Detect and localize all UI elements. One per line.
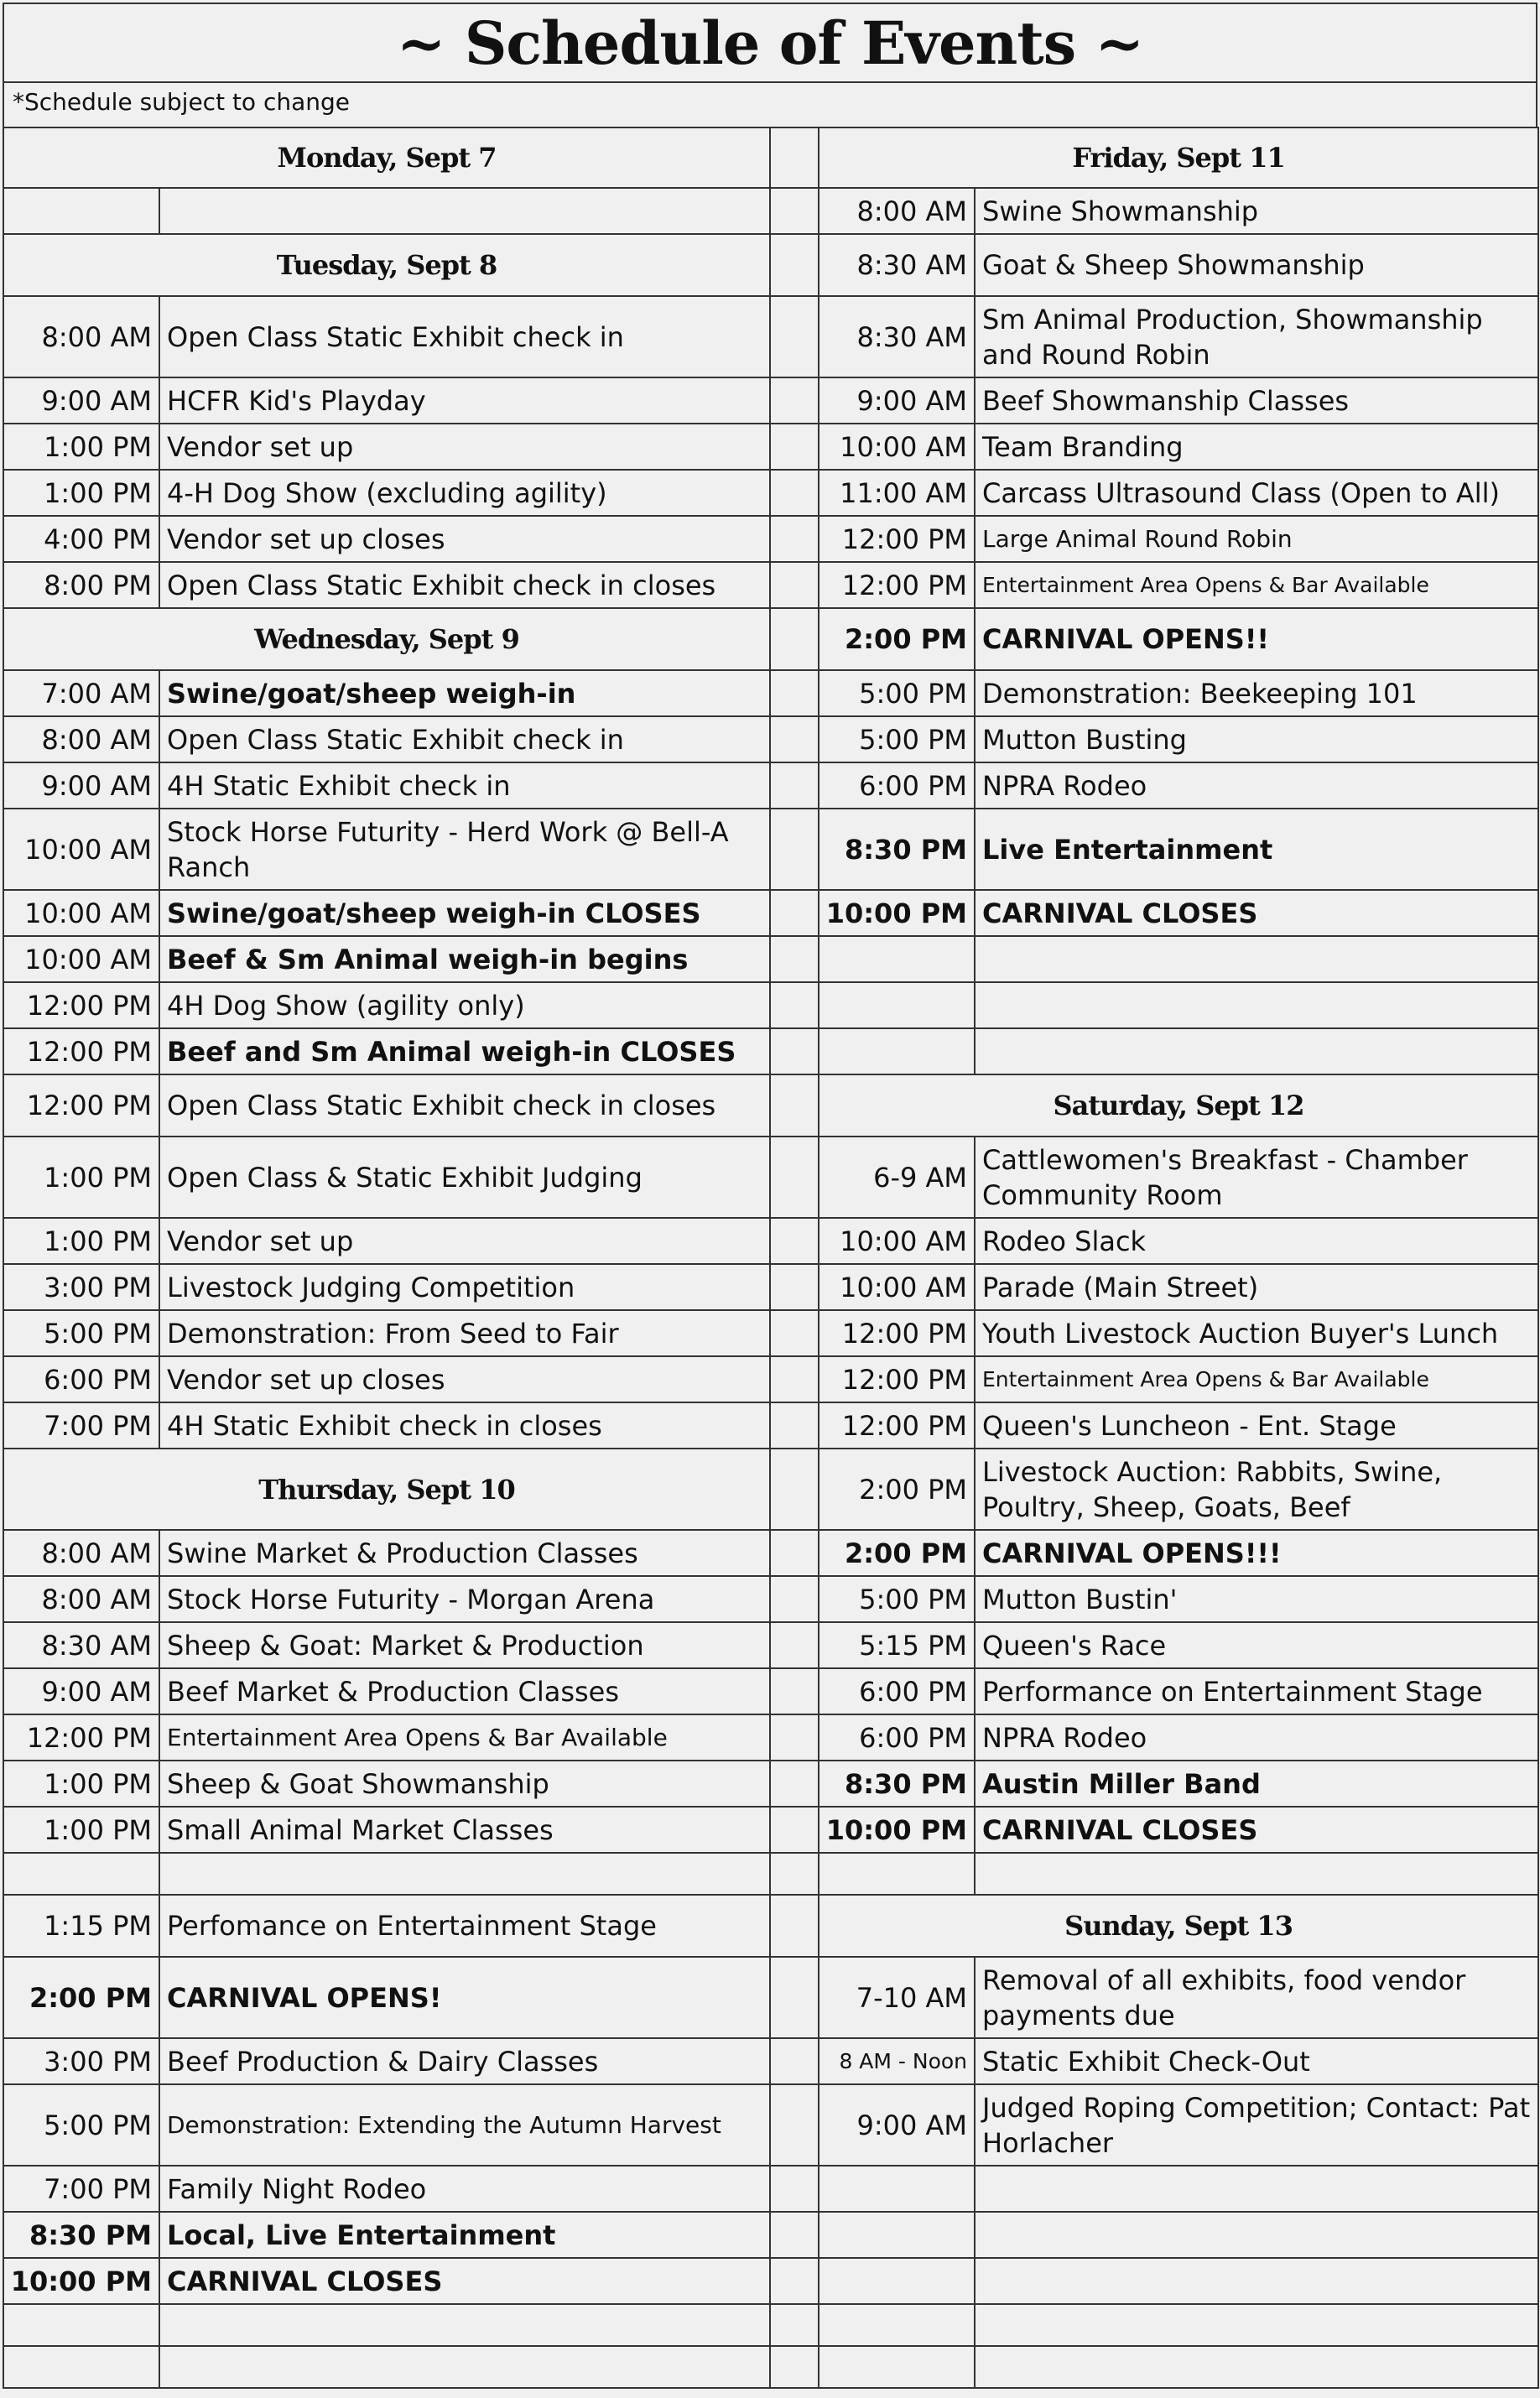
schedule-row xyxy=(3,1576,1538,1622)
empty-cell xyxy=(819,2258,975,2304)
column-gap xyxy=(770,1356,819,1402)
empty-cell xyxy=(819,2304,975,2346)
event-time-right: 10:00 AM xyxy=(819,1218,975,1264)
schedule-row xyxy=(3,1356,1538,1402)
column-gap xyxy=(770,296,819,377)
event-name-right: Parade (Main Street) xyxy=(975,1264,1538,1310)
event-name-left: Swine Market & Production Classes xyxy=(159,1530,770,1576)
schedule-row xyxy=(3,1137,1538,1218)
event-time-left: 8:00 PM xyxy=(3,562,159,608)
column-gap xyxy=(770,2258,819,2304)
schedule-row xyxy=(3,470,1538,516)
column-gap xyxy=(770,1264,819,1310)
schedule-row xyxy=(3,1449,1538,1530)
schedule-row xyxy=(3,1714,1538,1761)
event-time-right: 6-9 AM xyxy=(819,1137,975,1218)
column-gap xyxy=(770,982,819,1028)
event-time-right: 12:00 PM xyxy=(819,1356,975,1402)
event-time-left: 8:00 AM xyxy=(3,296,159,377)
day-heading-right: Saturday, Sept 12 xyxy=(819,1074,1538,1137)
event-time-left: 3:00 PM xyxy=(3,2038,159,2084)
event-time-left: 3:00 PM xyxy=(3,1264,159,1310)
event-time-left: 1:00 PM xyxy=(3,424,159,470)
schedule-row xyxy=(3,1074,1538,1137)
schedule-row xyxy=(3,516,1538,562)
empty-cell xyxy=(819,936,975,982)
schedule-row xyxy=(3,1028,1538,1074)
schedule-row xyxy=(3,1668,1538,1714)
schedule-row xyxy=(3,670,1538,716)
schedule-row xyxy=(3,1761,1538,1807)
event-time-left: 1:00 PM xyxy=(3,1137,159,1218)
empty-cell xyxy=(3,188,159,234)
event-name-right: Livestock Auction: Rabbits, Swine, Poultry, Sheep, Goats, Beef xyxy=(975,1449,1538,1530)
column-gap xyxy=(770,1668,819,1714)
event-time-right: 5:00 PM xyxy=(819,1576,975,1622)
event-name-left: Stock Horse Futurity - Herd Work @ Bell-A Ranch xyxy=(159,809,770,890)
event-name-left: 4H Static Exhibit check in xyxy=(159,762,770,809)
empty-cell xyxy=(975,1853,1538,1895)
schedule-row xyxy=(3,1530,1538,1576)
event-name-left: Sheep & Goat Showmanship xyxy=(159,1761,770,1807)
event-name-right: Live Entertainment xyxy=(975,809,1538,890)
event-time-right: 10:00 AM xyxy=(819,424,975,470)
event-name-right: Cattlewomen's Breakfast - Chamber Community Room xyxy=(975,1137,1538,1218)
column-gap xyxy=(770,188,819,234)
schedule-note: *Schedule subject to change xyxy=(3,83,1537,127)
column-gap xyxy=(770,2084,819,2166)
event-name-right: Sm Animal Production, Showmanship and Round Robin xyxy=(975,296,1538,377)
schedule-row xyxy=(3,2166,1538,2212)
column-gap xyxy=(770,1895,819,1957)
schedule-row xyxy=(3,809,1538,890)
event-name-right: Carcass Ultrasound Class (Open to All) xyxy=(975,470,1538,516)
column-gap xyxy=(770,809,819,890)
column-gap xyxy=(770,1622,819,1668)
column-gap xyxy=(770,1449,819,1530)
empty-cell xyxy=(819,2166,975,2212)
event-name-right: Entertainment Area Opens & Bar Available xyxy=(975,1356,1538,1402)
event-name-left: Small Animal Market Classes xyxy=(159,1807,770,1853)
event-time-right: 5:00 PM xyxy=(819,716,975,762)
column-gap xyxy=(770,2212,819,2258)
schedule-row xyxy=(3,234,1538,296)
event-name-left: Open Class Static Exhibit check in closes xyxy=(159,562,770,608)
event-time-left: 5:00 PM xyxy=(3,2084,159,2166)
schedule-rows xyxy=(3,127,1538,2388)
event-time-right: 10:00 PM xyxy=(819,1807,975,1853)
event-name-right: Judged Roping Competition; Contact: Pat Horlacher xyxy=(975,2084,1538,2166)
event-name-right: Large Animal Round Robin xyxy=(975,516,1538,562)
empty-cell xyxy=(975,936,1538,982)
event-name-right: Removal of all exhibits, food vendor payments due xyxy=(975,1957,1538,2038)
event-time-right: 12:00 PM xyxy=(819,562,975,608)
column-gap xyxy=(770,1530,819,1576)
column-gap xyxy=(770,1714,819,1761)
event-name-left: Vendor set up xyxy=(159,424,770,470)
event-name-right: Mutton Busting xyxy=(975,716,1538,762)
empty-cell xyxy=(819,982,975,1028)
column-gap xyxy=(770,234,819,296)
event-time-left: 1:00 PM xyxy=(3,1807,159,1853)
column-gap xyxy=(770,516,819,562)
event-time-left: 10:00 AM xyxy=(3,936,159,982)
schedule-row xyxy=(3,562,1538,608)
empty-cell xyxy=(975,982,1538,1028)
event-time-right: 8 AM - Noon xyxy=(819,2038,975,2084)
event-time-right: 8:30 AM xyxy=(819,234,975,296)
event-time-left: 7:00 AM xyxy=(3,670,159,716)
event-time-left: 10:00 PM xyxy=(3,2258,159,2304)
event-name-right: CARNIVAL CLOSES xyxy=(975,1807,1538,1853)
column-gap xyxy=(770,562,819,608)
event-name-left: Beef Market & Production Classes xyxy=(159,1668,770,1714)
empty-cell xyxy=(159,2346,770,2388)
event-time-left: 8:30 PM xyxy=(3,2212,159,2258)
event-name-left: Perfomance on Entertainment Stage xyxy=(159,1895,770,1957)
empty-cell xyxy=(159,1853,770,1895)
schedule-row xyxy=(3,2038,1538,2084)
event-time-right: 8:00 AM xyxy=(819,188,975,234)
event-time-left: 8:00 AM xyxy=(3,1530,159,1576)
event-time-left: 10:00 AM xyxy=(3,890,159,936)
column-gap xyxy=(770,1853,819,1895)
event-name-right: Performance on Entertainment Stage xyxy=(975,1668,1538,1714)
page-title: ~ Schedule of Events ~ xyxy=(3,3,1537,83)
event-name-right: Rodeo Slack xyxy=(975,1218,1538,1264)
column-gap xyxy=(770,1028,819,1074)
event-name-left: Swine/goat/sheep weigh-in CLOSES xyxy=(159,890,770,936)
event-name-right: CARNIVAL OPENS!! xyxy=(975,608,1538,670)
event-name-left: Open Class Static Exhibit check in closes xyxy=(159,1074,770,1137)
event-name-left: Stock Horse Futurity - Morgan Arena xyxy=(159,1576,770,1622)
event-name-left: Vendor set up closes xyxy=(159,516,770,562)
schedule-row xyxy=(3,296,1538,377)
schedule-row xyxy=(3,377,1538,424)
event-time-left: 7:00 PM xyxy=(3,2166,159,2212)
event-name-left: 4H Static Exhibit check in closes xyxy=(159,1402,770,1449)
day-heading-left: Monday, Sept 7 xyxy=(3,127,770,188)
schedule-row xyxy=(3,188,1538,234)
empty-cell xyxy=(3,2346,159,2388)
event-time-right: 8:30 PM xyxy=(819,1761,975,1807)
schedule-row xyxy=(3,2304,1538,2346)
event-name-left: Demonstration: From Seed to Fair xyxy=(159,1310,770,1356)
event-time-right: 5:15 PM xyxy=(819,1622,975,1668)
event-time-right: 10:00 PM xyxy=(819,890,975,936)
schedule-row xyxy=(3,2212,1538,2258)
event-time-right: 7-10 AM xyxy=(819,1957,975,2038)
event-name-right: Team Branding xyxy=(975,424,1538,470)
event-name-left: Beef & Sm Animal weigh-in begins xyxy=(159,936,770,982)
event-name-right: Youth Livestock Auction Buyer's Lunch xyxy=(975,1310,1538,1356)
empty-cell xyxy=(819,2212,975,2258)
event-name-right: Queen's Race xyxy=(975,1622,1538,1668)
event-time-left: 8:00 AM xyxy=(3,716,159,762)
day-heading-right: Friday, Sept 11 xyxy=(819,127,1538,188)
column-gap xyxy=(770,1807,819,1853)
column-gap xyxy=(770,1218,819,1264)
event-name-left: Beef and Sm Animal weigh-in CLOSES xyxy=(159,1028,770,1074)
event-time-right: 2:00 PM xyxy=(819,1530,975,1576)
event-time-right: 5:00 PM xyxy=(819,670,975,716)
empty-cell xyxy=(819,1028,975,1074)
event-name-right: Goat & Sheep Showmanship xyxy=(975,234,1538,296)
event-time-left: 1:00 PM xyxy=(3,470,159,516)
empty-cell xyxy=(3,2304,159,2346)
event-name-left: HCFR Kid's Playday xyxy=(159,377,770,424)
event-time-left: 7:00 PM xyxy=(3,1402,159,1449)
event-name-right: CARNIVAL CLOSES xyxy=(975,890,1538,936)
schedule-row xyxy=(3,1622,1538,1668)
column-gap xyxy=(770,2166,819,2212)
schedule-row xyxy=(3,127,1538,188)
schedule-row xyxy=(3,716,1538,762)
event-name-left: Local, Live Entertainment xyxy=(159,2212,770,2258)
event-name-left: Vendor set up xyxy=(159,1218,770,1264)
schedule-row xyxy=(3,1957,1538,2038)
event-name-left: Open Class Static Exhibit check in xyxy=(159,296,770,377)
empty-cell xyxy=(159,188,770,234)
event-time-left: 4:00 PM xyxy=(3,516,159,562)
empty-cell xyxy=(975,2304,1538,2346)
event-time-left: 1:00 PM xyxy=(3,1218,159,1264)
schedule-row xyxy=(3,2346,1538,2388)
event-name-right: Demonstration: Beekeeping 101 xyxy=(975,670,1538,716)
event-name-right: NPRA Rodeo xyxy=(975,762,1538,809)
empty-cell xyxy=(975,1028,1538,1074)
schedule-row xyxy=(3,1402,1538,1449)
schedule-row xyxy=(3,936,1538,982)
day-heading-left: Thursday, Sept 10 xyxy=(3,1449,770,1530)
schedule-row xyxy=(3,1807,1538,1853)
empty-cell xyxy=(159,2304,770,2346)
event-time-right: 9:00 AM xyxy=(819,2084,975,2166)
event-name-right: Austin Miller Band xyxy=(975,1761,1538,1807)
event-time-right: 2:00 PM xyxy=(819,1449,975,1530)
column-gap xyxy=(770,1310,819,1356)
schedule-row xyxy=(3,982,1538,1028)
empty-cell xyxy=(975,2212,1538,2258)
column-gap xyxy=(770,2346,819,2388)
event-time-right: 8:30 PM xyxy=(819,809,975,890)
event-name-left: CARNIVAL CLOSES xyxy=(159,2258,770,2304)
empty-cell xyxy=(975,2258,1538,2304)
empty-cell xyxy=(819,2346,975,2388)
day-heading-right: Sunday, Sept 13 xyxy=(819,1895,1538,1957)
event-time-left: 9:00 AM xyxy=(3,1668,159,1714)
event-time-left: 12:00 PM xyxy=(3,982,159,1028)
column-gap xyxy=(770,1761,819,1807)
empty-cell xyxy=(3,1853,159,1895)
event-time-left: 1:15 PM xyxy=(3,1895,159,1957)
event-time-right: 6:00 PM xyxy=(819,1714,975,1761)
schedule-row xyxy=(3,762,1538,809)
column-gap xyxy=(770,716,819,762)
event-time-left: 8:00 AM xyxy=(3,1576,159,1622)
column-gap xyxy=(770,424,819,470)
schedule-row xyxy=(3,608,1538,670)
column-gap xyxy=(770,1576,819,1622)
event-time-right: 10:00 AM xyxy=(819,1264,975,1310)
event-time-right: 8:30 AM xyxy=(819,296,975,377)
column-gap xyxy=(770,377,819,424)
schedule-row xyxy=(3,2258,1538,2304)
event-name-right: Queen's Luncheon - Ent. Stage xyxy=(975,1402,1538,1449)
event-name-left: Family Night Rodeo xyxy=(159,2166,770,2212)
column-gap xyxy=(770,762,819,809)
event-name-right: Mutton Bustin' xyxy=(975,1576,1538,1622)
event-name-left: Beef Production & Dairy Classes xyxy=(159,2038,770,2084)
column-gap xyxy=(770,2304,819,2346)
event-time-left: 2:00 PM xyxy=(3,1957,159,2038)
schedule-row xyxy=(3,1264,1538,1310)
event-name-left: Swine/goat/sheep weigh-in xyxy=(159,670,770,716)
event-time-left: 9:00 AM xyxy=(3,762,159,809)
event-name-left: 4-H Dog Show (excluding agility) xyxy=(159,470,770,516)
column-gap xyxy=(770,1402,819,1449)
event-time-right: 6:00 PM xyxy=(819,762,975,809)
schedule-row xyxy=(3,424,1538,470)
column-gap xyxy=(770,936,819,982)
event-name-left: Open Class & Static Exhibit Judging xyxy=(159,1137,770,1218)
event-time-right: 12:00 PM xyxy=(819,1402,975,1449)
event-name-left: Vendor set up closes xyxy=(159,1356,770,1402)
event-time-left: 9:00 AM xyxy=(3,377,159,424)
event-name-right: Entertainment Area Opens & Bar Available xyxy=(975,562,1538,608)
column-gap xyxy=(770,2038,819,2084)
schedule-table xyxy=(3,127,1539,2389)
event-name-left: CARNIVAL OPENS! xyxy=(159,1957,770,2038)
event-time-right: 12:00 PM xyxy=(819,516,975,562)
event-time-left: 6:00 PM xyxy=(3,1356,159,1402)
schedule-row xyxy=(3,2084,1538,2166)
schedule-row xyxy=(3,1310,1538,1356)
event-name-left: Demonstration: Extending the Autumn Harvest xyxy=(159,2084,770,2166)
event-name-right: Static Exhibit Check-Out xyxy=(975,2038,1538,2084)
event-time-right: 11:00 AM xyxy=(819,470,975,516)
column-gap xyxy=(770,670,819,716)
event-time-left: 1:00 PM xyxy=(3,1761,159,1807)
column-gap xyxy=(770,608,819,670)
empty-cell xyxy=(975,2166,1538,2212)
event-name-right: CARNIVAL OPENS!!! xyxy=(975,1530,1538,1576)
event-time-right: 6:00 PM xyxy=(819,1668,975,1714)
event-time-left: 8:30 AM xyxy=(3,1622,159,1668)
schedule-row xyxy=(3,1895,1538,1957)
schedule-row xyxy=(3,890,1538,936)
event-time-left: 12:00 PM xyxy=(3,1074,159,1137)
event-name-left: Sheep & Goat: Market & Production xyxy=(159,1622,770,1668)
event-time-left: 12:00 PM xyxy=(3,1028,159,1074)
column-gap xyxy=(770,1074,819,1137)
event-name-left: 4H Dog Show (agility only) xyxy=(159,982,770,1028)
event-time-right: 9:00 AM xyxy=(819,377,975,424)
event-name-right: Beef Showmanship Classes xyxy=(975,377,1538,424)
event-time-left: 10:00 AM xyxy=(3,809,159,890)
empty-cell xyxy=(975,2346,1538,2388)
column-gap xyxy=(770,470,819,516)
event-name-left: Open Class Static Exhibit check in xyxy=(159,716,770,762)
column-gap xyxy=(770,127,819,188)
column-gap xyxy=(770,1957,819,2038)
empty-cell xyxy=(819,1853,975,1895)
event-name-right: Swine Showmanship xyxy=(975,188,1538,234)
day-heading-left: Wednesday, Sept 9 xyxy=(3,608,770,670)
column-gap xyxy=(770,1137,819,1218)
day-heading-left: Tuesday, Sept 8 xyxy=(3,234,770,296)
column-gap xyxy=(770,890,819,936)
event-name-left: Entertainment Area Opens & Bar Available xyxy=(159,1714,770,1761)
event-name-left: Livestock Judging Competition xyxy=(159,1264,770,1310)
schedule-row xyxy=(3,1218,1538,1264)
event-time-left: 12:00 PM xyxy=(3,1714,159,1761)
schedule-row xyxy=(3,1853,1538,1895)
event-name-right: NPRA Rodeo xyxy=(975,1714,1538,1761)
event-time-left: 5:00 PM xyxy=(3,1310,159,1356)
event-time-right: 2:00 PM xyxy=(819,608,975,670)
event-time-right: 12:00 PM xyxy=(819,1310,975,1356)
